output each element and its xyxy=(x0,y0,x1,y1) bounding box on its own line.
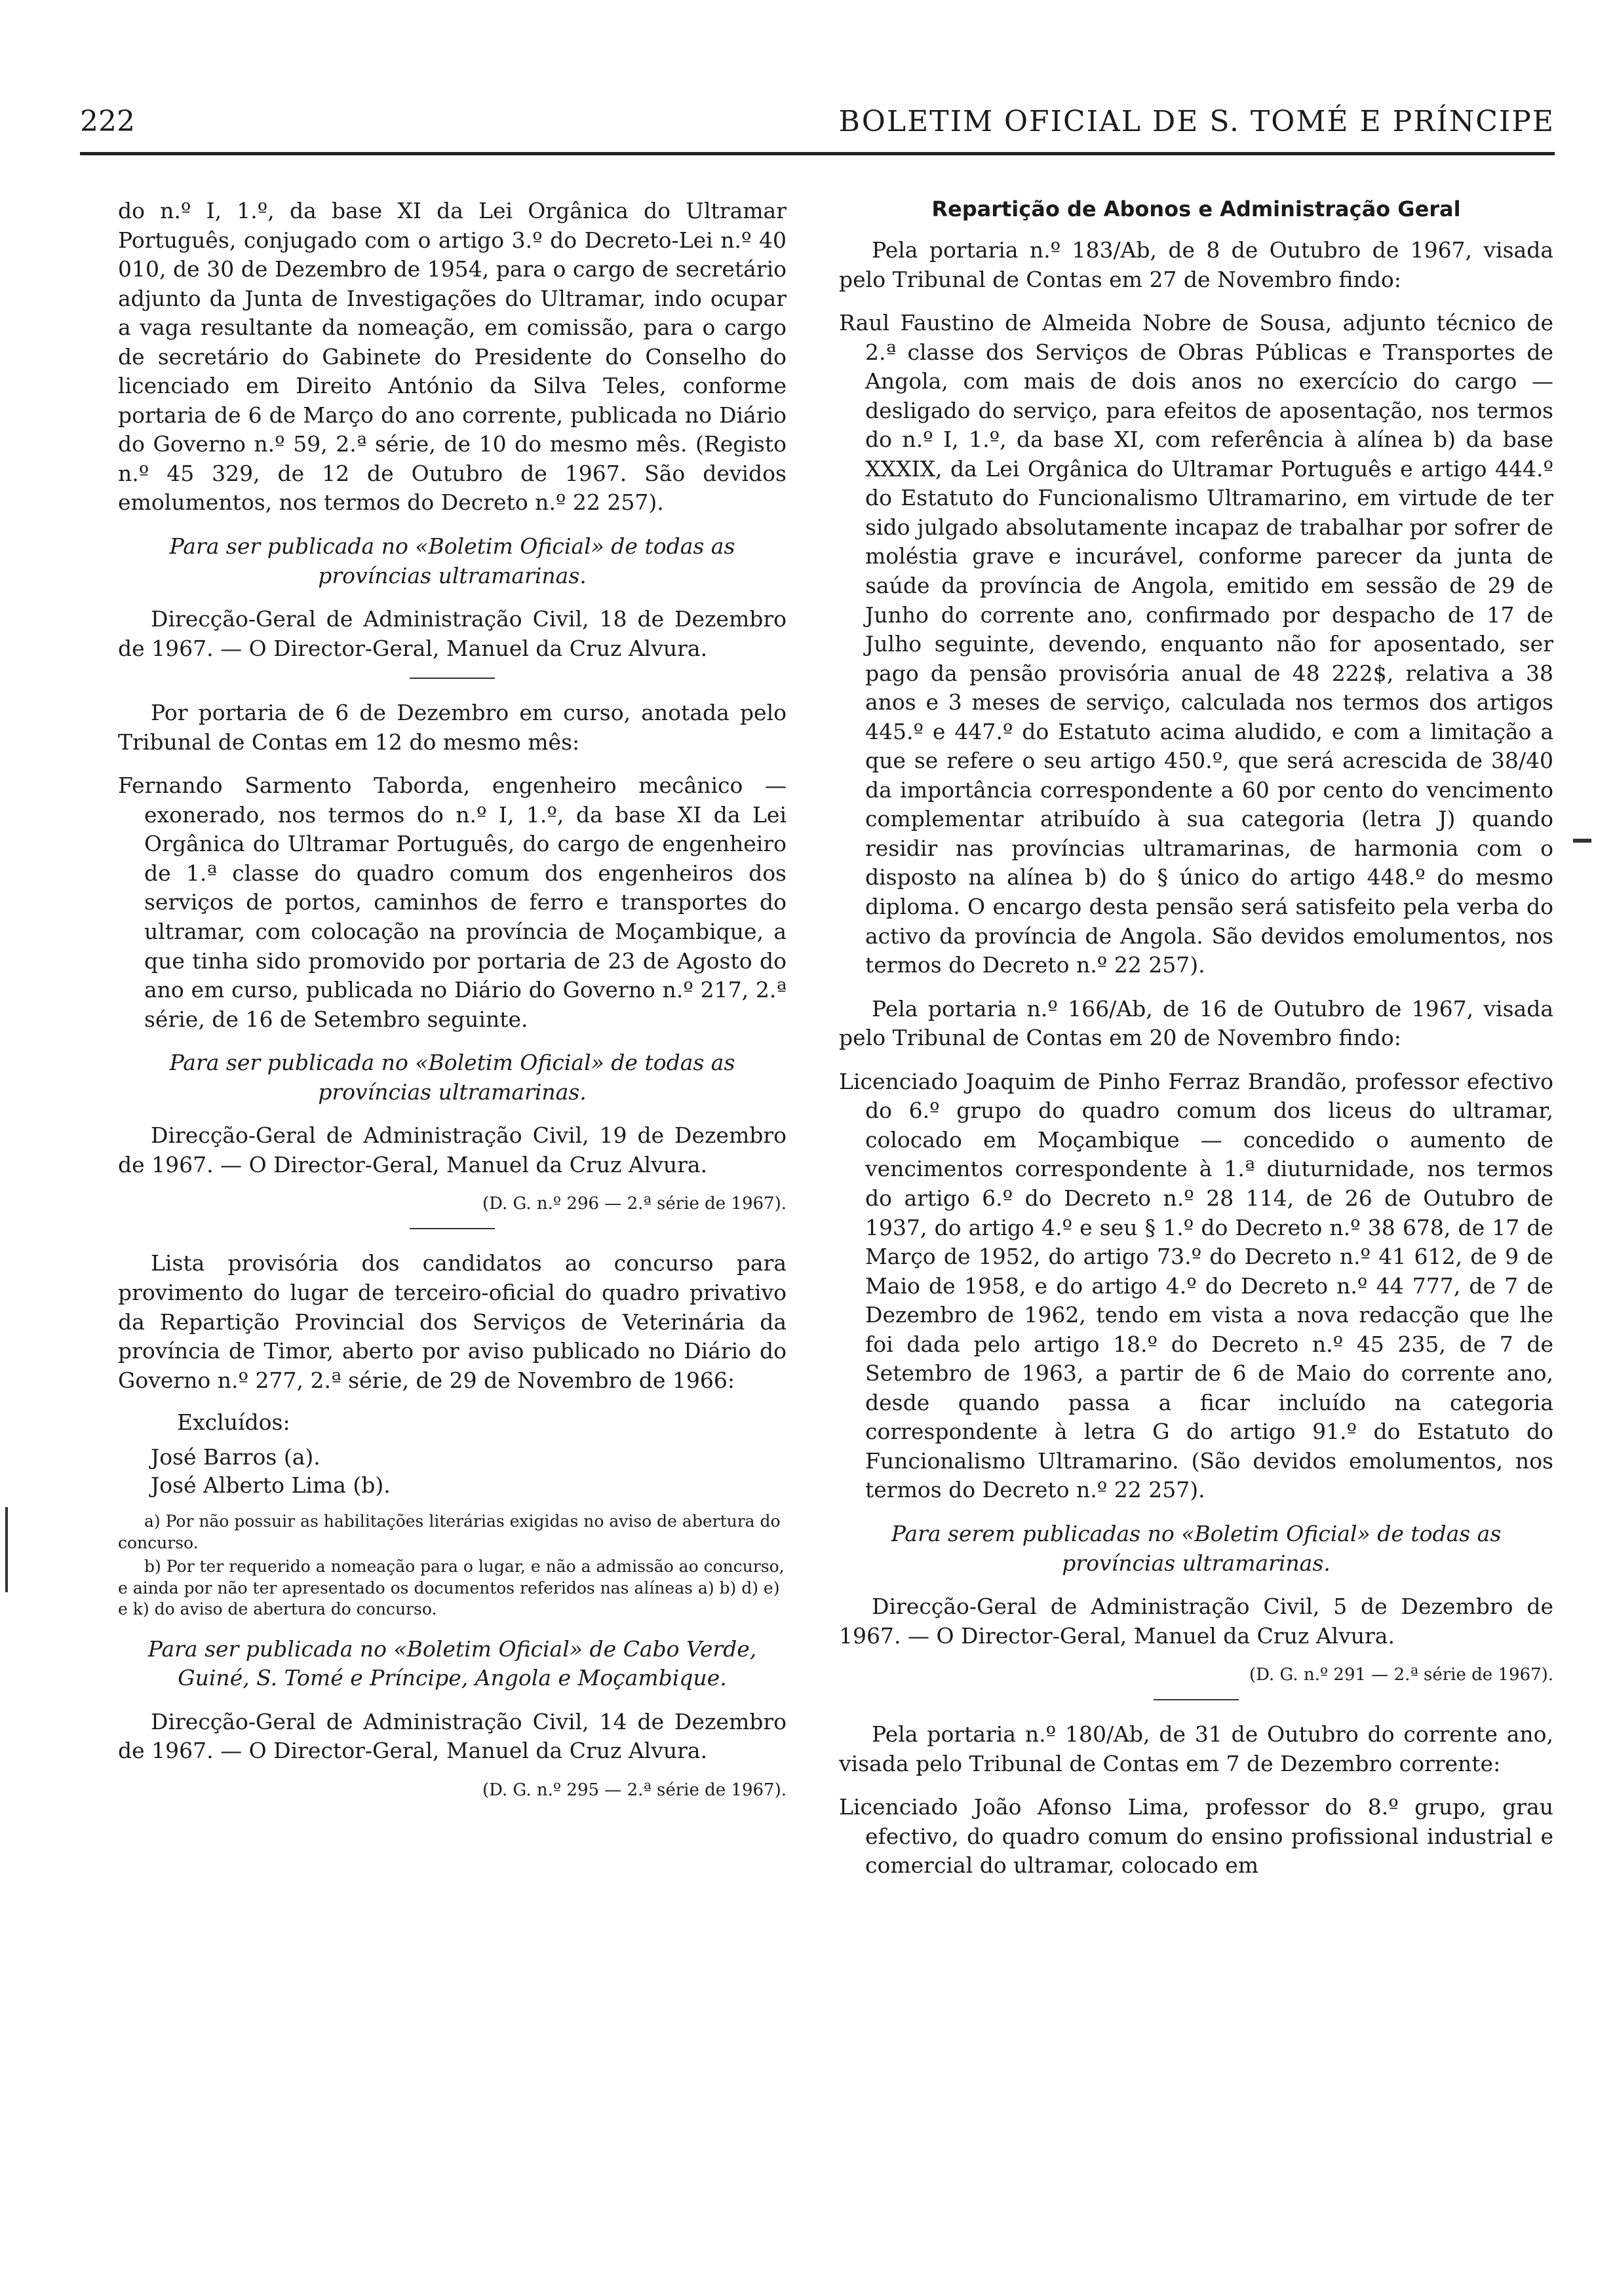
right-portaria-183-intro: Pela portaria n.º 183/Ab, de 8 de Outubro de 1967, visada pelo Tribunal de Contas em 27 de Novembro findo: xyxy=(839,237,1553,292)
right-column xyxy=(839,197,1553,1895)
right-publication-note: Para serem publicadas no «Boletim Oficial» de todas as províncias ultramarinas. xyxy=(891,1520,1502,1576)
excluded-names xyxy=(118,1444,787,1498)
excluded-name: José Barros (a). xyxy=(151,1444,321,1470)
publication-title: BOLETIM OFICIAL DE S. TOMÉ E PRÍNCIPE xyxy=(838,105,1555,138)
right-reference: (D. G. n.º 291 — 2.ª série de 1967). xyxy=(1249,1665,1553,1685)
separator xyxy=(1154,1699,1239,1700)
left-directorate-1: Direcção-Geral de Administração Civil, 18 de Dezembro de 1967. — O Director-Geral, Manuel da Cruz Alvura. xyxy=(118,606,787,661)
footnote-b: b) Por ter requerido a nomeação para o lugar, e não a admissão ao concurso, e ainda por não ter apresentado os documentos referidos nas alíneas a) b) d) e) e k) do aviso de abertura do concurso. xyxy=(118,1557,785,1619)
excluded-name: José Alberto Lima (b). xyxy=(151,1472,391,1499)
page-number: 222 xyxy=(80,105,135,138)
right-directorate: Direcção-Geral de Administração Civil, 5 de Dezembro de 1967. — O Director-Geral, Manuel da Cruz Alvura. xyxy=(839,1594,1553,1649)
left-publication-note-3: Para ser publicada no «Boletim Oficial» de Cabo Verde, Guiné, S. Tomé e Príncipe, Angola e Moçambique. xyxy=(147,1636,757,1691)
left-publication-note-2: Para ser publicada no «Boletim Oficial» de todas as províncias ultramarinas. xyxy=(169,1050,735,1105)
left-publication-note-1: Para ser publicada no «Boletim Oficial» de todas as províncias ultramarinas. xyxy=(169,533,735,588)
footnote-a: a) Por não possuir as habilitações literárias exigidas no aviso de abertura do concurso. xyxy=(118,1512,781,1552)
right-portaria-180-body: Licenciado João Afonso Lima, professor do 8.º grupo, grau efectivo, do quadro comum do ensino profissional industrial e comercial do ultramar, colocado em xyxy=(839,1794,1553,1879)
left-portaria-intro: Por portaria de 6 de Dezembro em curso, anotada pelo Tribunal de Contas em 12 do mesmo mês: xyxy=(118,700,787,755)
right-portaria-166-intro: Pela portaria n.º 166/Ab, de 16 de Outubro de 1967, visada pelo Tribunal de Contas em 20 de Novembro findo: xyxy=(839,995,1553,1051)
left-lista-provisoria: Lista provisória dos candidatos ao concurso para provimento do lugar de terceiro-oficial do quadro privativo da Repartição Provincial dos Serviços de Veterinária da província de Timor, aberto por aviso publicado no Diário do Governo n.º 277, 2.ª série, de 29 de Novembro de 1966: xyxy=(118,1250,787,1393)
left-directorate-3: Direcção-Geral de Administração Civil, 14 de Dezembro de 1967. — O Director-Geral, Manuel da Cruz Alvura. xyxy=(118,1708,787,1764)
scan-mark xyxy=(1573,839,1591,843)
page-header xyxy=(80,98,1555,138)
right-portaria-166-body: Licenciado Joaquim de Pinho Ferraz Brandão, professor efectivo do 6.º grupo do quadro comum dos liceus do ultramar, colocado em Moçambique — concedido o aumento de vencimentos correspondente à 1.ª diuturnidade, nos termos do artigo 6.º do Decreto n.º 28 114, de 26 de Outubro de 1937, do artigo 4.º e seu § 1.º do Decreto n.º 38 678, de 17 de Março de 1952, do artigo 73.º do Decreto n.º 41 612, de 9 de Maio de 1958, e do artigo 4.º do Decreto n.º 44 777, de 7 de Dezembro de 1962, tendo em vista a nova redacção que lhe foi dada pelo artigo 18.º do Decreto n.º 45 235, de 7 de Setembro de 1963, a partir de 6 de Maio do corrente ano, desde quando passa a ficar incluído na categoria correspondente à letra G do artigo 91.º do Estatuto do Funcionalismo Ultramarino. (São devidos emolumentos, nos termos do Decreto n.º 22 257). xyxy=(839,1068,1553,1503)
scan-mark xyxy=(5,1507,8,1592)
right-portaria-183-body: Raul Faustino de Almeida Nobre de Sousa, adjunto técnico de 2.ª classe dos Serviços de Obras Públicas e Transportes de Angola, com mais de dois anos no exercício do cargo — desligado do serviço, para efeitos de aposentação, nos termos do n.º I, 1.º, da base XI, com referência à alínea b) da base XXXIX, da Lei Orgânica do Ultramar Português e artigo 444.º do Estatuto do Funcionalismo Ultramarino, em virtude de ter sido julgado absolutamente incapaz de trabalhar por sofrer de moléstia grave e incurável, conforme parecer da junta de saúde da província de Angola, emitido em sessão de 29 de Junho do corrente ano, confirmado por despacho de 17 de Julho seguinte, devendo, enquanto não for aposentado, ser pago da pensão provisória anual de 48 222$, relativa a 38 anos e 3 meses de serviço, calculada nos termos dos artigos 445.º e 447.º do Estatuto acima aludido, e com a limitação a que se refere o seu artigo 450.º, que será acrescida de 38/40 da importância correspondente a 60 por cento do vencimento complementar atribuído à sua categoria (letra J) quando residir nas províncias ultramarinas, de harmonia com o disposto na alínea b) do § único do artigo 448.º do mesmo diploma. O encargo desta pensão será satisfeito pela verba do activo da província de Angola. São devidos emolumentos, nos termos do Decreto n.º 22 257). xyxy=(839,310,1553,978)
left-directorate-2: Direcção-Geral de Administração Civil, 19 de Dezembro de 1967. — O Director-Geral, Manuel da Cruz Alvura. xyxy=(118,1122,787,1177)
left-reference-2: (D. G. n.º 296 — 2.ª série de 1967). xyxy=(482,1194,787,1214)
header-rule xyxy=(80,152,1555,155)
excluidos-heading: Excluídos: xyxy=(177,1409,290,1436)
left-portaria-body: Fernando Sarmento Taborda, engenheiro mecânico — exonerado, nos termos do n.º I, 1.º, da base XI da Lei Orgânica do Ultramar Português, do cargo de engenheiro de 1.ª classe do quadro comum dos engenheiros dos serviços de portos, caminhos de ferro e transportes do ultramar, com colocação na província de Moçambique, a que tinha sido promovido por portaria de 23 de Agosto do ano em curso, publicada no Diário do Governo n.º 217, 2.ª série, de 16 de Setembro seguinte. xyxy=(118,773,787,1032)
left-paragraph-1: do n.º I, 1.º, da base XI da Lei Orgânica do Ultramar Português, conjugado com o artigo 3.º do Decreto-Lei n.º 40 010, de 30 de Dezembro de 1954, para o cargo de secretário adjunto da Junta de Investigações do Ultramar, indo ocupar a vaga resultante da nomeação, em comissão, para o cargo de secretário do Gabinete do Presidente do Conselho do licenciado em Direito António da Silva Teles, conforme portaria de 6 de Março do ano corrente, publicada no Diário do Governo n.º 59, 2.ª série, de 10 do mesmo mês. (Registo n.º 45 329, de 12 de Outubro de 1967. São devidos emolumentos, nos termos do Decreto n.º 22 257). xyxy=(118,198,787,516)
left-reference-3: (D. G. n.º 295 — 2.ª série de 1967). xyxy=(482,1780,787,1800)
left-column xyxy=(118,197,787,1814)
section-title: Repartição de Abonos e Administração Geral xyxy=(931,197,1461,221)
separator xyxy=(410,1228,495,1229)
right-portaria-180-intro: Pela portaria n.º 180/Ab, de 31 de Outubro do corrente ano, visada pelo Tribunal de Contas em 7 de Dezembro corrente: xyxy=(839,1721,1553,1776)
separator xyxy=(410,678,495,679)
